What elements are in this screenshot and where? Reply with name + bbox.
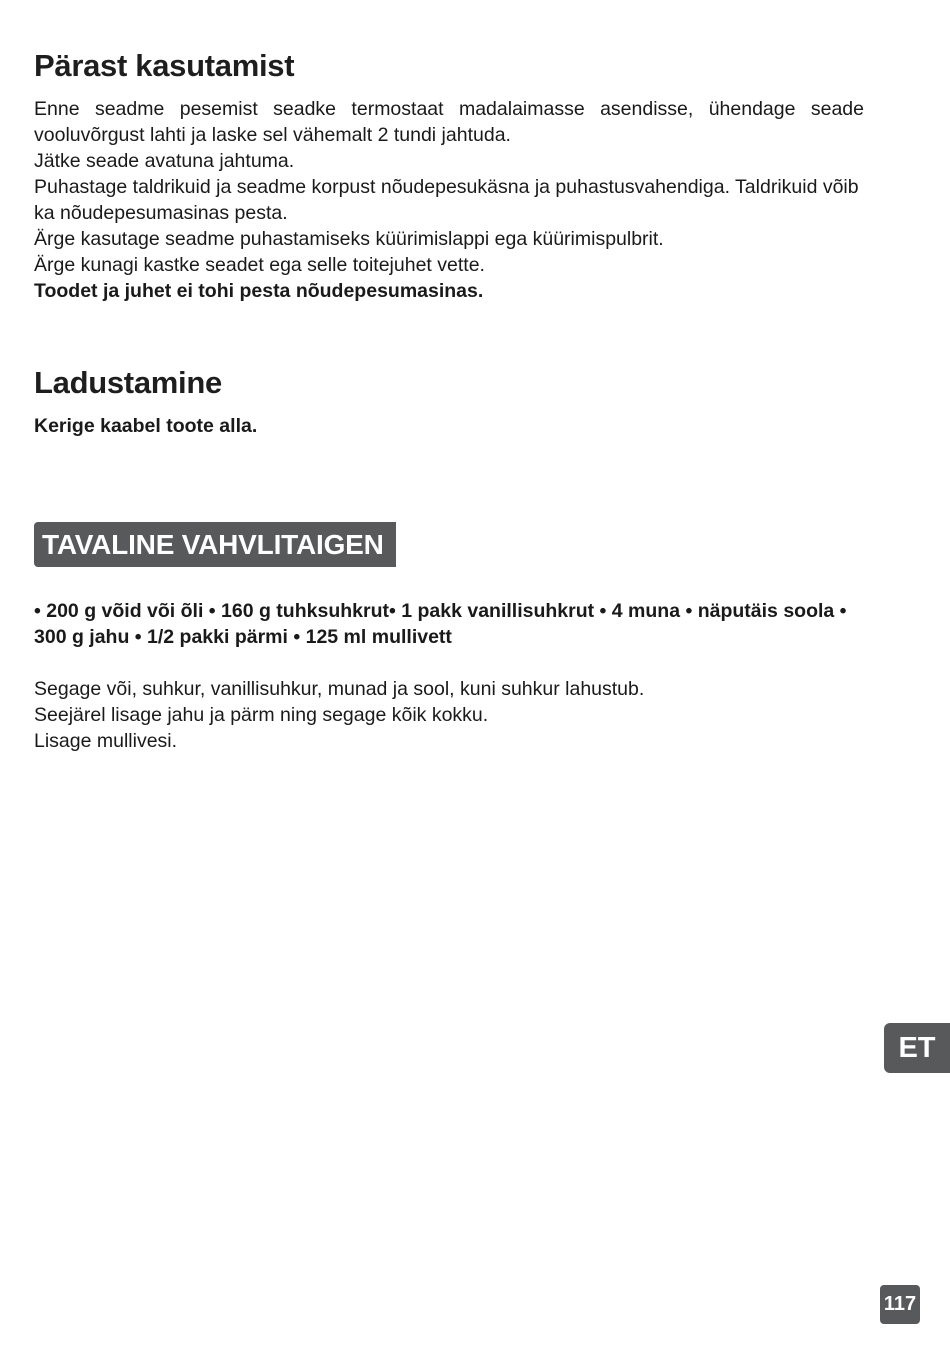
method-step-2: Seejärel lisage jahu ja pärm ning segage kõik kokku. <box>34 704 489 726</box>
dishwasher-warning: Toodet ja juhet ei tohi pesta nõudepesumasinas. <box>34 280 484 302</box>
after-use-paragraph-1: Enne seadme pesemist seadke termostaat madalaimasse asendisse, ühendage seade vooluvõrgust lahti ja laske sel vähemalt 2 tundi jahtuda. <box>34 98 864 146</box>
method-step-1: Segage või, suhkur, vanillisuhkur, munad ja sool, kuni suhkur lahustub. <box>34 678 645 700</box>
after-use-paragraph-3: Puhastage taldrikuid ja seadme korpust nõudepesukäsna ja puhastusvahendiga. Taldrikuid võib ka nõudepesumasinas pesta. <box>34 176 859 224</box>
storage-heading: Ladustamine <box>34 365 222 400</box>
recipe-title-banner: TAVALINE VAHVLITAIGEN <box>34 522 396 567</box>
page-number: 117 <box>880 1285 920 1324</box>
storage-text: Kerige kaabel toote alla. <box>34 415 258 437</box>
ingredients-list <box>34 598 874 650</box>
method-step-3: Lisage mullivesi. <box>34 730 178 752</box>
language-tab: ET <box>884 1023 950 1073</box>
recipe-method <box>34 676 864 754</box>
ingredients-line-2: 300 g jahu • 1/2 pakki pärmi • 125 ml mullivett <box>34 626 452 648</box>
after-use-paragraph-2: Jätke seade avatuna jahtuma. <box>34 150 295 172</box>
after-use-paragraph-4: Ärge kasutage seadme puhastamiseks küürimislappi ega küürimispulbrit. <box>34 228 664 250</box>
after-use-section <box>34 96 864 304</box>
ingredients-line-1: • 200 g võid või õli • 160 g tuhksuhkrut• 1 pakk vanillisuhkrut • 4 muna • näputäis soola • <box>34 600 847 622</box>
after-use-heading: Pärast kasutamist <box>34 48 295 83</box>
after-use-paragraph-5: Ärge kunagi kastke seadet ega selle toitejuhet vette. <box>34 254 485 276</box>
